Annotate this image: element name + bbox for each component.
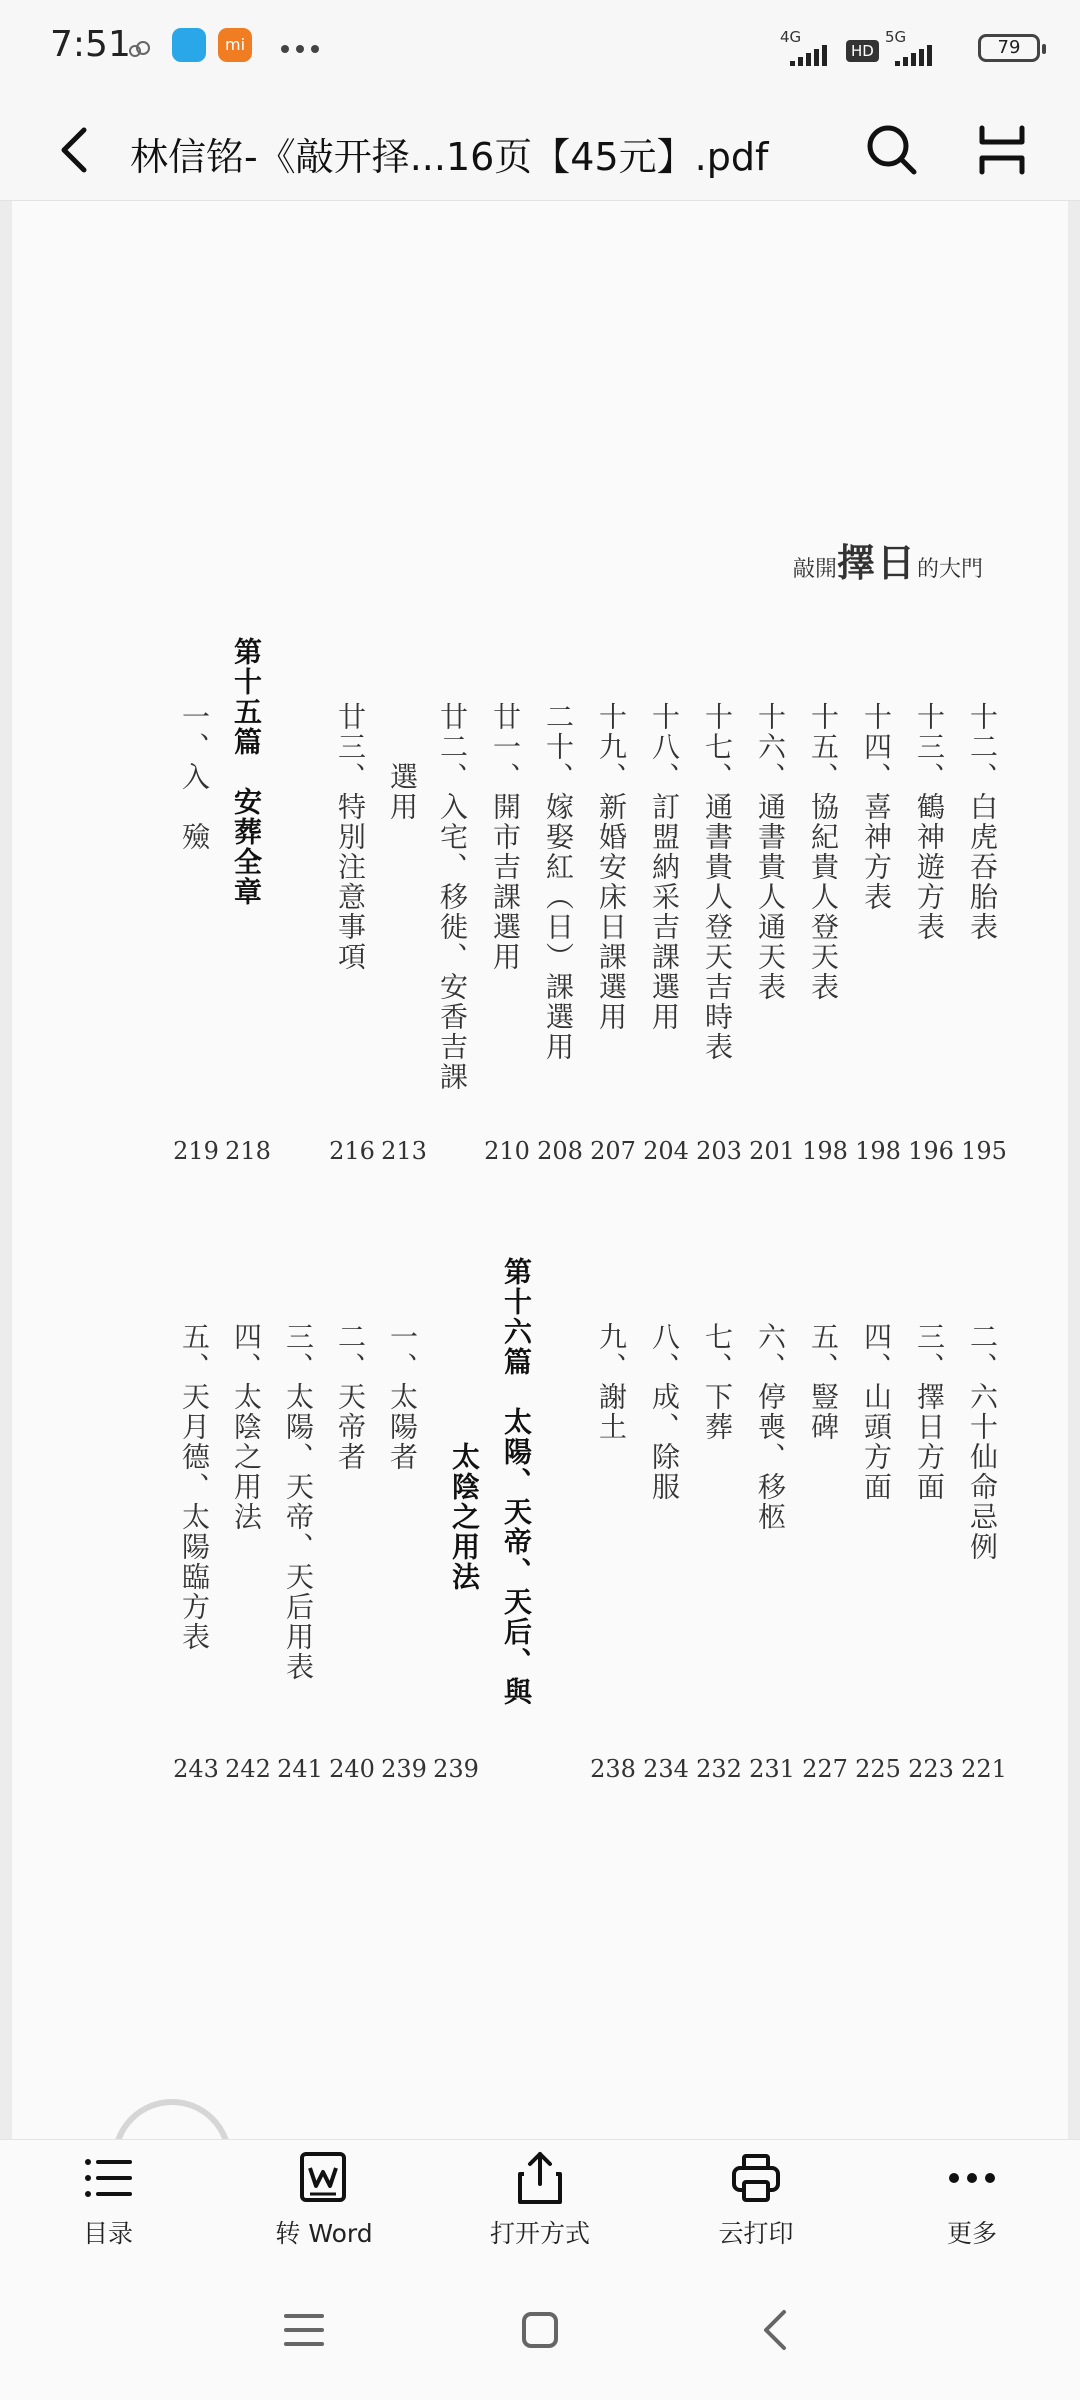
toc-page-number: 213 — [381, 1137, 427, 1165]
toc-page-number: 198 — [855, 1137, 901, 1165]
toc-entry: 九、謝土 — [595, 1322, 628, 1442]
more-label: 更多 — [946, 2219, 997, 2248]
toc-entry: 十六、通書貴人通天表 — [754, 702, 787, 1002]
back-arrow-icon[interactable] — [48, 122, 104, 178]
toc-entry: 二、六十仙命忌例 — [966, 1322, 999, 1562]
list-icon — [80, 2150, 136, 2206]
toc-page-number: 242 — [225, 1755, 271, 1783]
toc-entry: 十三、鶴神遊方表 — [913, 702, 946, 942]
signal-strength-2-icon — [895, 46, 932, 66]
network-type-1: 4G — [780, 28, 802, 46]
toc-page-number: 196 — [908, 1137, 954, 1165]
toc-entry: 十九、新婚安床日課選用 — [595, 702, 628, 1032]
share-icon — [512, 2150, 568, 2206]
toc-page-number: 208 — [537, 1137, 583, 1165]
toc-page-number: 207 — [590, 1137, 636, 1165]
toc-page-number: 216 — [329, 1137, 375, 1165]
more-notifications-icon — [280, 44, 320, 54]
toc-page-number: 227 — [802, 1755, 848, 1783]
open-with-label: 打开方式 — [489, 2219, 590, 2248]
toc-entry: 十七、通書貴人登天吉時表 — [701, 702, 734, 1062]
toc-page-number: 225 — [855, 1755, 901, 1783]
toc-page-number: 223 — [908, 1755, 954, 1783]
toc-page-number: 243 — [173, 1755, 219, 1783]
toc-page-number: 234 — [643, 1755, 689, 1783]
toc-entry: 三、擇日方面 — [913, 1322, 946, 1502]
convert-word-button[interactable] — [244, 2150, 404, 2260]
app-header — [0, 100, 1080, 201]
toc-chapter-heading: 第十六篇 太陽、天帝、天后、與 — [500, 1257, 533, 1707]
toc-entry: 七、下葬 — [701, 1322, 734, 1442]
toc-page-number: 238 — [590, 1755, 636, 1783]
pdf-viewer[interactable] — [0, 201, 1080, 2139]
home-icon[interactable] — [504, 2294, 576, 2366]
signal-strength-1-icon — [790, 46, 827, 66]
status-bar — [0, 0, 1080, 100]
toc-entry: 二十、嫁娶紅（日）課選用 — [542, 702, 575, 1062]
open-with-button[interactable] — [460, 2150, 620, 2260]
toc-page-number: 240 — [329, 1755, 375, 1783]
back-icon[interactable] — [740, 2294, 812, 2366]
toc-page-number: 231 — [749, 1755, 795, 1783]
app-notification-icon — [172, 28, 206, 62]
recent-apps-icon[interactable] — [268, 2294, 340, 2366]
toc-page-number: 239 — [381, 1755, 427, 1783]
toc-entry: 四、太陰之用法 — [230, 1322, 263, 1532]
pdf-page — [12, 2039, 1068, 2139]
toc-page-number: 218 — [225, 1137, 271, 1165]
toc-entry: 三、太陽、天帝、天后用表 — [282, 1322, 315, 1682]
hd-badge: HD — [846, 40, 879, 62]
toc-entry: 五、天月德、太陽臨方表 — [178, 1322, 211, 1652]
toc-entry: 二、天帝者 — [334, 1322, 367, 1472]
more-button[interactable] — [892, 2150, 1052, 2260]
toc-page-number: 241 — [277, 1755, 323, 1783]
toc-page-number: 201 — [749, 1137, 795, 1165]
toc-entry: 八、成、除服 — [648, 1322, 681, 1502]
network-type-2: 5G — [885, 28, 907, 46]
toc-page-number: 204 — [643, 1137, 689, 1165]
cloud-print-label: 云打印 — [718, 2219, 794, 2248]
cloud-print-button[interactable] — [676, 2150, 836, 2260]
running-head-suffix: 的大門 — [916, 557, 983, 582]
toc-page-number: 203 — [696, 1137, 742, 1165]
more-icon — [944, 2150, 1000, 2206]
running-head — [793, 532, 983, 587]
toc-entry: 十五、協紀貴人登天表 — [807, 702, 840, 1002]
status-time: 7:51 — [50, 24, 131, 65]
toc-entry: 廿三、特別注意事項 — [334, 702, 367, 972]
reading-mode-icon[interactable] — [972, 120, 1032, 180]
toc-entry: 四、山頭方面 — [860, 1322, 893, 1502]
toc-entry: 五、豎碑 — [807, 1322, 840, 1442]
toc-entry: 十八、訂盟納采吉課選用 — [648, 702, 681, 1032]
cloud-icon — [128, 40, 152, 58]
running-head-title: 擇日 — [836, 540, 917, 585]
toc-page-number: 198 — [802, 1137, 848, 1165]
toc-entry: 廿二、入宅、移徙、安香吉課 — [436, 702, 469, 1092]
toc-page-number: 239 — [433, 1755, 479, 1783]
toc-label: 目录 — [82, 2219, 133, 2248]
system-nav-bar — [0, 2260, 1080, 2400]
pdf-page-toc — [12, 417, 1068, 2139]
toc-entry: 一、太陽者 — [386, 1322, 419, 1472]
toc-page-number: 195 — [961, 1137, 1007, 1165]
toc-entry: 十四、喜神方表 — [860, 702, 893, 912]
toc-entry: 十二、白虎吞胎表 — [966, 702, 999, 942]
toc-page-number: 210 — [484, 1137, 530, 1165]
toc-entry: 一、入 殮 — [178, 702, 211, 852]
search-icon[interactable] — [862, 120, 922, 180]
toc-page-number: 219 — [173, 1137, 219, 1165]
toc-page-number: 232 — [696, 1755, 742, 1783]
word-icon — [296, 2150, 352, 2206]
toc-entry: 選用 — [386, 762, 419, 822]
convert-word-label: 转 Word — [275, 2219, 373, 2248]
seal-emblem — [112, 2099, 232, 2139]
mi-app-icon: mi — [218, 28, 252, 62]
document-title: 林信铭-《敲开择...16页【45元】.pdf — [130, 135, 769, 179]
toc-entry: 六、停喪、移柩 — [754, 1322, 787, 1532]
running-head-prefix: 敲開 — [792, 557, 837, 582]
toc-page-number: 221 — [961, 1755, 1007, 1783]
printer-icon — [728, 2150, 784, 2206]
toc-chapter-heading-cont: 太陰之用法 — [448, 1442, 481, 1592]
bottom-toolbar — [0, 2139, 1080, 2260]
toc-chapter-heading: 第十五篇 安葬全章 — [230, 637, 263, 907]
battery-indicator: 79 — [978, 34, 1040, 62]
toc-button[interactable] — [28, 2150, 188, 2260]
toc-entry: 廿一、開市吉課選用 — [489, 702, 522, 972]
